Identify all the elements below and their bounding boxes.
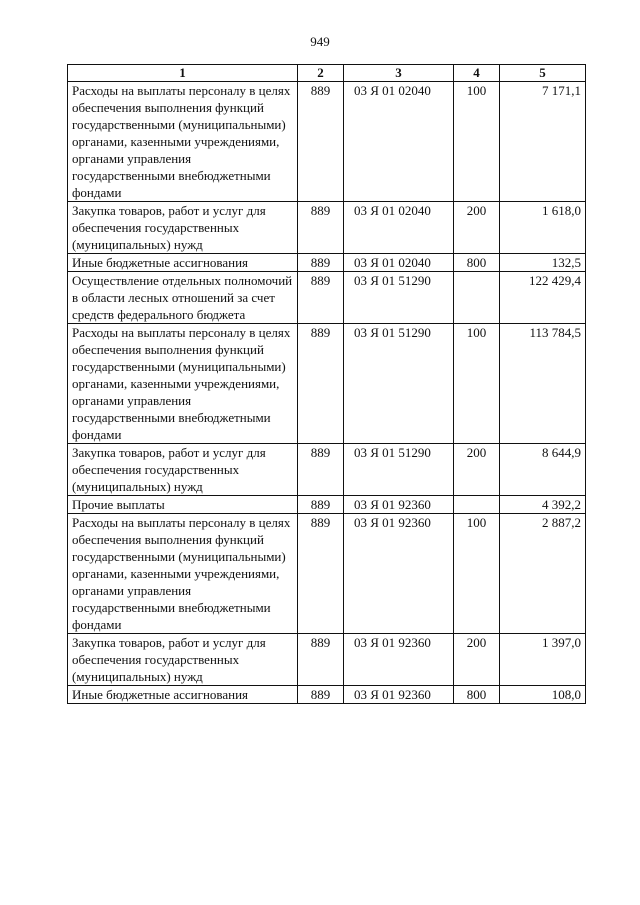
table-row — [68, 634, 586, 686]
header-col-1: 1 — [68, 65, 298, 82]
table-row — [68, 444, 586, 496]
table-row — [68, 686, 586, 704]
cell-ministry-code: 889 — [298, 686, 344, 704]
cell-target-code: 03 Я 01 51290 — [344, 444, 454, 496]
cell-amount: 1 397,0 — [500, 634, 586, 686]
cell-ministry-code: 889 — [298, 514, 344, 634]
header-col-2: 2 — [298, 65, 344, 82]
cell-expense-type: 800 — [454, 254, 500, 272]
cell-name: Расходы на выплаты персоналу в целях обеспечения выполнения функций государственными (муниципальными) органами, казенными учреждениями, органами управления государственными внебюджетными фондами — [68, 324, 298, 444]
header-col-3: 3 — [344, 65, 454, 82]
header-col-4: 4 — [454, 65, 500, 82]
cell-ministry-code: 889 — [298, 496, 344, 514]
table-row — [68, 254, 586, 272]
page-number: 949 — [310, 34, 330, 49]
cell-target-code: 03 Я 01 92360 — [344, 686, 454, 704]
cell-amount: 108,0 — [500, 686, 586, 704]
cell-ministry-code: 889 — [298, 444, 344, 496]
cell-target-code: 03 Я 01 02040 — [344, 82, 454, 202]
cell-ministry-code: 889 — [298, 272, 344, 324]
cell-amount: 132,5 — [500, 254, 586, 272]
cell-expense-type: 200 — [454, 634, 500, 686]
cell-amount: 2 887,2 — [500, 514, 586, 634]
table-row — [68, 272, 586, 324]
cell-name: Закупка товаров, работ и услуг для обеспечения государственных (муниципальных) нужд — [68, 444, 298, 496]
cell-ministry-code: 889 — [298, 82, 344, 202]
cell-expense-type: 100 — [454, 324, 500, 444]
budget-table — [67, 64, 586, 704]
cell-name: Иные бюджетные ассигнования — [68, 254, 298, 272]
cell-name: Закупка товаров, работ и услуг для обеспечения государственных (муниципальных) нужд — [68, 634, 298, 686]
cell-expense-type: 100 — [454, 514, 500, 634]
cell-amount: 7 171,1 — [500, 82, 586, 202]
table-row — [68, 324, 586, 444]
cell-amount: 113 784,5 — [500, 324, 586, 444]
cell-target-code: 03 Я 01 02040 — [344, 202, 454, 254]
table-row — [68, 514, 586, 634]
cell-name: Закупка товаров, работ и услуг для обеспечения государственных (муниципальных) нужд — [68, 202, 298, 254]
cell-amount: 122 429,4 — [500, 272, 586, 324]
cell-expense-type: 100 — [454, 82, 500, 202]
table-body — [68, 82, 586, 704]
cell-target-code: 03 Я 01 51290 — [344, 272, 454, 324]
cell-amount: 1 618,0 — [500, 202, 586, 254]
cell-expense-type: 800 — [454, 686, 500, 704]
cell-expense-type — [454, 496, 500, 514]
table-row — [68, 202, 586, 254]
cell-ministry-code: 889 — [298, 202, 344, 254]
cell-name: Иные бюджетные ассигнования — [68, 686, 298, 704]
cell-name: Расходы на выплаты персоналу в целях обеспечения выполнения функций государственными (муниципальными) органами, казенными учреждениями, органами управления государственными внебюджетными фондами — [68, 82, 298, 202]
table-row — [68, 496, 586, 514]
cell-expense-type: 200 — [454, 444, 500, 496]
cell-expense-type: 200 — [454, 202, 500, 254]
cell-amount: 8 644,9 — [500, 444, 586, 496]
cell-target-code: 03 Я 01 51290 — [344, 324, 454, 444]
cell-expense-type — [454, 272, 500, 324]
cell-ministry-code: 889 — [298, 634, 344, 686]
cell-target-code: 03 Я 01 02040 — [344, 254, 454, 272]
cell-name: Осуществление отдельных полномочий в области лесных отношений за счет средств федерального бюджета — [68, 272, 298, 324]
cell-target-code: 03 Я 01 92360 — [344, 514, 454, 634]
header-col-5: 5 — [500, 65, 586, 82]
cell-target-code: 03 Я 01 92360 — [344, 634, 454, 686]
cell-ministry-code: 889 — [298, 324, 344, 444]
cell-name: Расходы на выплаты персоналу в целях обеспечения выполнения функций государственными (муниципальными) органами, казенными учреждениями, органами управления государственными внебюджетными фондами — [68, 514, 298, 634]
cell-name: Прочие выплаты — [68, 496, 298, 514]
header-row — [68, 65, 586, 82]
cell-amount: 4 392,2 — [500, 496, 586, 514]
cell-target-code: 03 Я 01 92360 — [344, 496, 454, 514]
cell-ministry-code: 889 — [298, 254, 344, 272]
table-row — [68, 82, 586, 202]
